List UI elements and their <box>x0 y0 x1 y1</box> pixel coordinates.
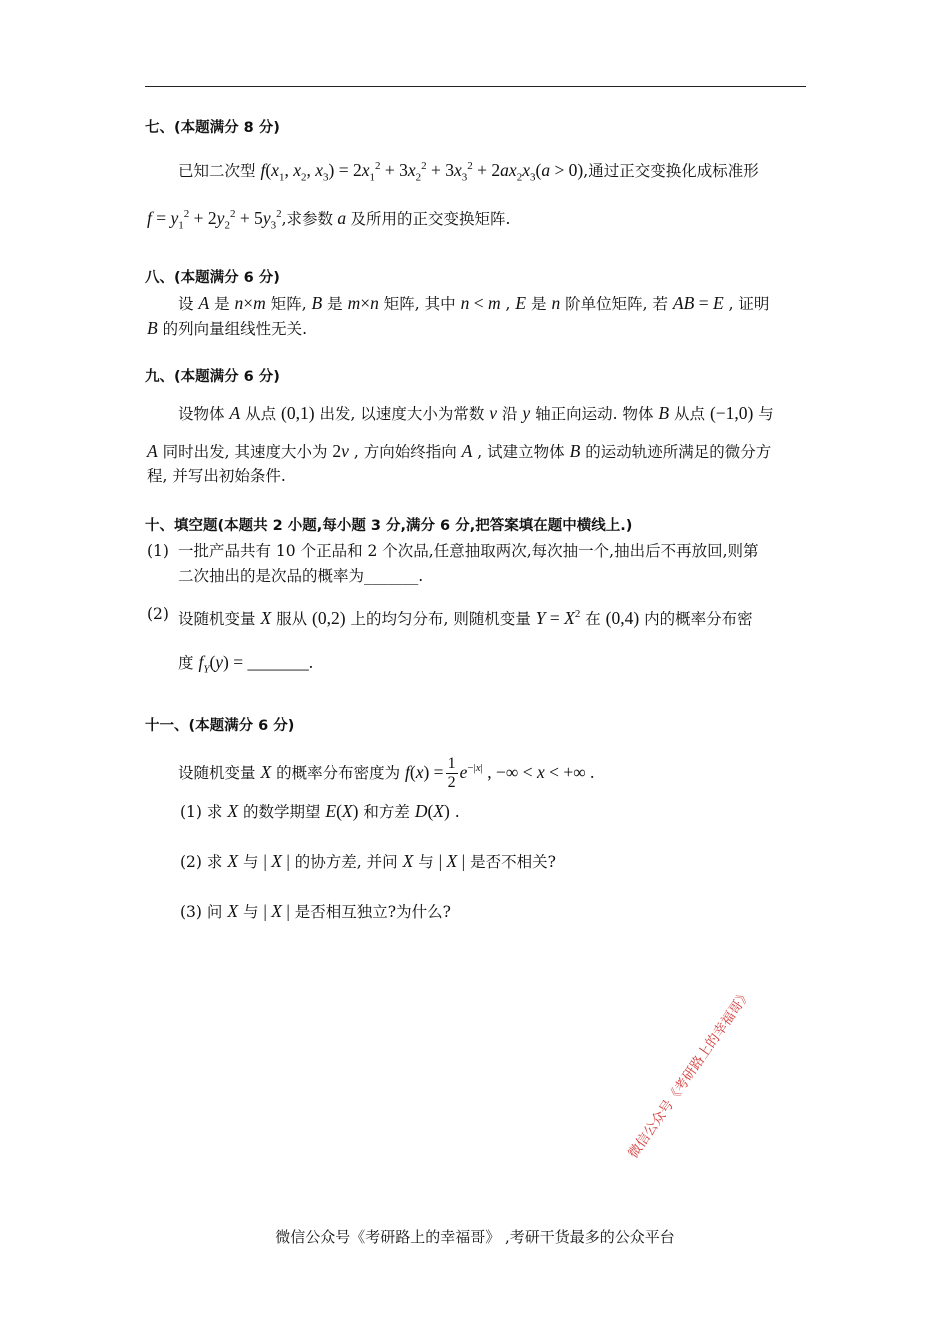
q7-line1: 已知二次型 $f(x_1$, $x_2$, $x_3) = 2x_1^2 + 3x_2^2 + 3x_3^2 + 2ax_2x_3(a > 0)$,通过正交变换化成标准形 <box>178 159 759 184</box>
q11-heading: 十一、(本题满分 6 分) <box>145 718 295 734</box>
footer-text: 微信公众号《考研路上的幸福哥》 ,考研干货最多的公众平台 <box>275 1228 675 1246</box>
q11-sub2: (2) 求 X 与 | X | 的协方差, 并问 X 与 | X | 是否不相关? <box>180 851 556 871</box>
q8-heading: 八、(本题满分 6 分) <box>145 270 280 286</box>
q10-item2-line2: 度 $f_Y(y)$ = _______. <box>178 652 314 676</box>
q11-sub1: (1) 求 X 的数学期望 E(X) 和方差 D(X) . <box>180 801 460 821</box>
q11-line1: 设随机变量 X 的概率分布密度为 f(x) = $\frac{1}{2}$ $e^{-|x|}$ , −∞ < x < +∞ . <box>178 755 595 792</box>
q9-line2: A 同时出发, 其速度大小为 2v , 方向始终指向 A , 试建立物体 B 的运动轨迹所满足的微分方 <box>147 441 772 461</box>
q8-line1: 设 A 是 n×m 矩阵, B 是 m×n 矩阵, 其中 n < m , E 是 n 阶单位矩阵, 若 AB = E , 证明 <box>178 293 770 313</box>
q10-item1-label: (1) <box>147 542 169 560</box>
q10-heading: 十、填空题(本题共 2 小题,每小题 3 分,满分 6 分,把答案填在题中横线上.) <box>145 518 633 534</box>
q7-line2: $f = y_1^2 + 2y_2^2 + 5y_3^2$,求参数 a 及所用的正交变换矩阵. <box>147 207 511 232</box>
watermark-stamp: 微信公众号《考研路上的幸福哥》 <box>625 986 755 1162</box>
q9-line1: 设物体 A 从点 (0,1) 出发, 以速度大小为常数 v 沿 y 轴正向运动. 物体 B 从点 (−1,0) 与 <box>178 403 774 423</box>
q9-heading: 九、(本题满分 6 分) <box>145 369 280 385</box>
q10-item1-line1: 一批产品共有 10 个正品和 2 个次品,任意抽取两次,每次抽一个,抽出后不再放回,则第 <box>178 542 759 560</box>
q10-item2-label: (2) <box>147 605 169 623</box>
q10-item1-line2: 二次抽出的是次品的概率为_______. <box>178 567 424 585</box>
q8-line2: B 的列向量组线性无关. <box>147 318 308 338</box>
q11-sub3: (3) 问 X 与 | X | 是否相互独立?为什么? <box>180 901 451 921</box>
q10-item2-line1: 设随机变量 X 服从 (0,2) 上的均匀分布, 则随机变量 $Y = X^2$ 在 (0,4) 内的概率分布密 <box>178 607 753 628</box>
q7-heading: 七、(本题满分 8 分) <box>145 120 280 136</box>
q9-line3: 程, 并写出初始条件. <box>147 467 286 485</box>
top-rule <box>145 86 806 87</box>
